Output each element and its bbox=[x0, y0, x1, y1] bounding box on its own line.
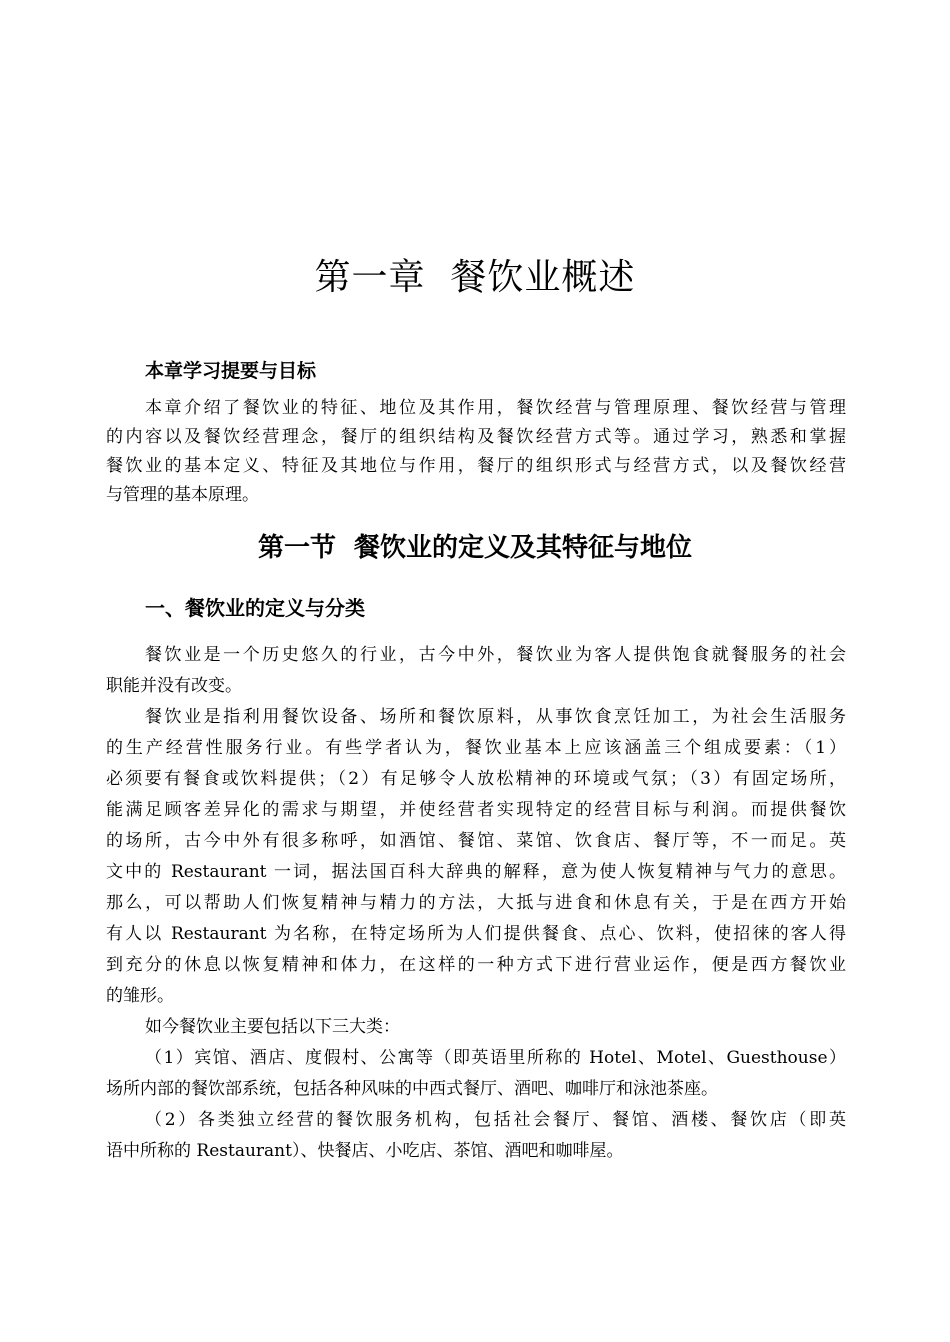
paragraph-line: 有人以 Restaurant 为名称，在特定场所为人们提供餐食、点心、饮料，使招徕的客人得 bbox=[106, 924, 846, 944]
body-text bbox=[106, 640, 846, 1167]
paragraph-line: 文中的 Restaurant 一词，据法国百科大辞典的解释，意为使人恢复精神与气力的意思。 bbox=[106, 862, 846, 882]
summary-paragraph bbox=[106, 394, 846, 510]
paragraph-line: 能满足顾客差异化的需求与期望，并使经营者实现特定的经营目标与利润。而提供餐饮 bbox=[106, 800, 846, 820]
paragraph-line: 餐饮业是指利用餐饮设备、场所和餐饮原料，从事饮食烹饪加工，为社会生活服务 bbox=[145, 707, 846, 727]
paragraph-line: （1）宾馆、酒店、度假村、公寓等（即英语里所称的 Hotel、Motel、Guesthouse） bbox=[145, 1048, 846, 1068]
section-title: 第一节 餐饮业的定义及其特征与地位 bbox=[257, 533, 693, 563]
paragraph-line: （2）各类独立经营的餐饮服务机构，包括社会餐厅、餐馆、酒楼、餐饮店（即英 bbox=[145, 1110, 846, 1130]
paragraph-line: 如今餐饮业主要包括以下三大类： bbox=[145, 1017, 400, 1037]
paragraph-line: 的雏形。 bbox=[106, 986, 174, 1006]
summary-heading: 本章学习提要与目标 bbox=[145, 360, 317, 382]
paragraph-line: 餐饮业是一个历史悠久的行业，古今中外，餐饮业为客人提供饱食就餐服务的社会 bbox=[145, 645, 846, 665]
summary-line: 与管理的基本原理。 bbox=[106, 485, 259, 505]
paragraph-line: 场所内部的餐饮部系统，包括各种风味的中西式餐厅、酒吧、咖啡厅和泳池茶座。 bbox=[106, 1079, 718, 1099]
paragraph-line: 语中所称的 Restaurant）、快餐店、小吃店、茶馆、酒吧和咖啡屋。 bbox=[106, 1141, 624, 1161]
paragraph-line: 的生产经营性服务行业。有些学者认为，餐饮业基本上应该涵盖三个组成要素：（1） bbox=[106, 738, 846, 758]
paragraph-line: 职能并没有改变。 bbox=[106, 676, 242, 696]
paragraph-line: 到充分的休息以恢复精神和体力，在这样的一种方式下进行营业运作，便是西方餐饮业 bbox=[106, 955, 846, 975]
paragraph-line: 必须要有餐食或饮料提供；（2）有足够令人放松精神的环境或气氛；（3）有固定场所， bbox=[106, 769, 846, 789]
summary-line: 本章介绍了餐饮业的特征、地位及其作用，餐饮经营与管理原理、餐饮经营与管理 bbox=[145, 398, 846, 418]
summary-line: 的内容以及餐饮经营理念，餐厅的组织结构及餐饮经营方式等。通过学习，熟悉和掌握 bbox=[106, 427, 846, 447]
paragraph-line: 那么，可以帮助人们恢复精神与精力的方法，大抵与进食和休息有关，于是在西方开始 bbox=[106, 893, 846, 913]
paragraph-line: 的场所，古今中外有很多称呼，如酒馆、餐馆、菜馆、饮食店、餐厅等，不一而足。英 bbox=[106, 831, 846, 851]
subsection-title: 一、餐饮业的定义与分类 bbox=[145, 596, 365, 620]
summary-line: 餐饮业的基本定义、特征及其地位与作用，餐厅的组织形式与经营方式，以及餐饮经营 bbox=[106, 456, 846, 476]
chapter-title: 第一章 餐饮业概述 bbox=[314, 257, 636, 298]
